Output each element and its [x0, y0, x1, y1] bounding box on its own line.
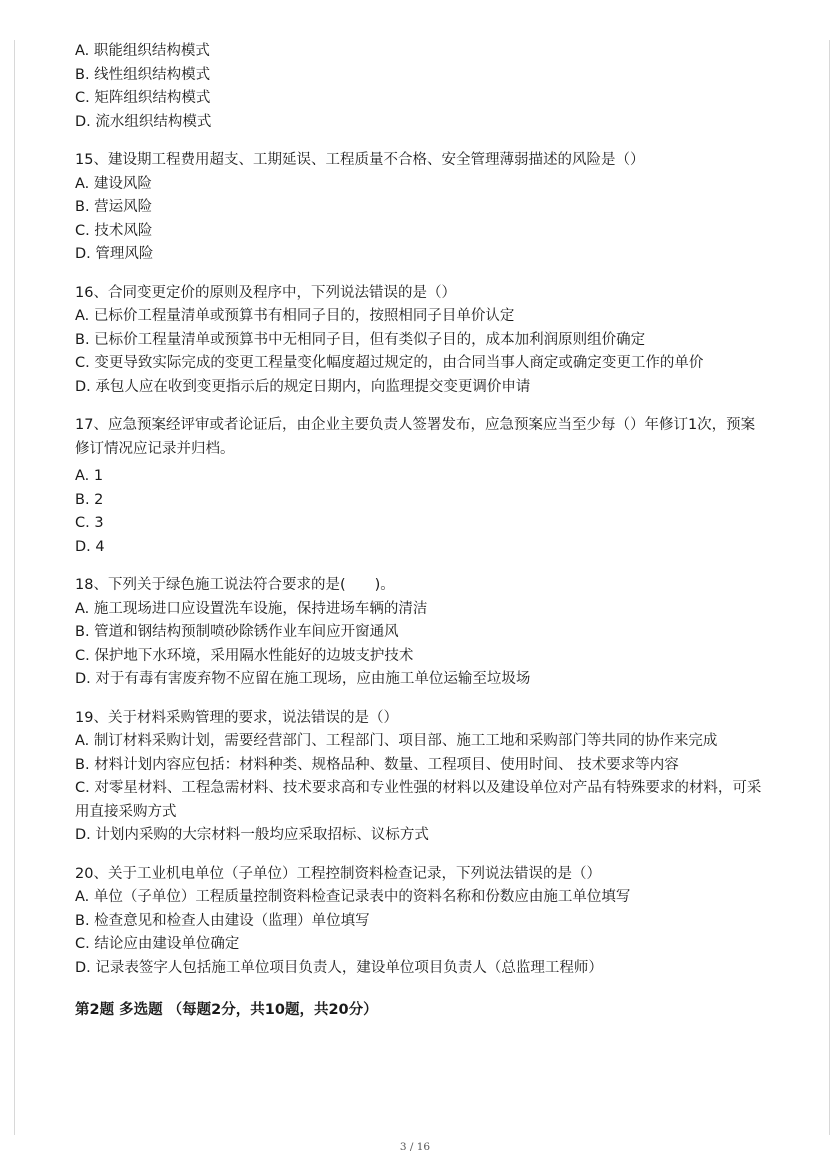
section-heading: 第2题 多选题 （每题2分，共10题，共20分） — [75, 1002, 378, 1018]
option-a: A. 建设风险 — [75, 175, 152, 192]
option-a: A. 施工现场进口应设置洗车设施，保持进场车辆的清洁 — [75, 600, 428, 617]
option-d: D. 4 — [75, 538, 105, 555]
option-c: C. 变更导致实际完成的变更工程量变化幅度超过规定的，由合同当事人商定或确定变更工作的单价 — [75, 355, 704, 371]
option-c: C. 技术风险 — [75, 222, 153, 239]
option-b: B. 线性组织结构模式 — [75, 66, 211, 83]
option-a: A. 制订材料采购计划，需要经营部门、工程部门、项目部、施工工地和采购部门等共同的协作来完成 — [75, 733, 718, 749]
option-d: D. 管理风险 — [75, 246, 154, 262]
question-16 — [75, 282, 765, 400]
option-a: A. 职能组织结构模式 — [75, 43, 210, 59]
option-d: D. 流水组织结构模式 — [75, 113, 212, 130]
question-stem: 16、合同变更定价的原则及程序中，下列说法错误的是（） — [75, 284, 456, 301]
option-d: D. 记录表签字人包括施工单位项目负责人，建设单位项目负责人（总监理工程师） — [75, 959, 603, 976]
page-number: 3 / 16 — [399, 1141, 431, 1153]
option-c: C. 结论应由建设单位确定 — [75, 936, 240, 952]
option-d: D. 计划内采购的大宗材料一般均应采取招标、议标方式 — [75, 827, 429, 843]
option-d: D. 对于有毒有害废弃物不应留在施工现场，应由施工单位运输至垃圾场 — [75, 671, 531, 687]
option-b: B. 2 — [75, 491, 104, 508]
question-17 — [75, 414, 765, 559]
question-19 — [75, 707, 765, 848]
option-c: C. 3 — [75, 515, 104, 531]
option-b: B. 检查意见和检查人由建设（监理）单位填写 — [75, 912, 370, 929]
option-c: C. 保护地下水环境，采用隔水性能好的边坡支护技术 — [75, 647, 414, 664]
question-stem: 15、建设期工程费用超支、工期延误、工程质量不合格、安全管理薄弱描述的风险是（） — [75, 152, 645, 168]
question-stem: 17、应急预案经评审或者论证后，由企业主要负责人签署发布，应急预案应当至少每（）年修订1次，预案修订情况应记录并归档。 — [75, 417, 756, 457]
option-c: C. 对零星材料、工程急需材料、技术要求高和专业性强的材料以及建设单位对产品有特殊要求的材料，可采用直接采购方式 — [75, 780, 762, 820]
question-stem: 19、关于材料采购管理的要求，说法错误的是（） — [75, 709, 398, 726]
option-b: B. 材料计划内容应包括：材料种类、规格品种、数量、工程项目、使用时间、 技术要求等内容 — [75, 756, 679, 773]
option-d: D. 承包人应在收到变更指示后的规定日期内，向监理提交变更调价申请 — [75, 378, 531, 395]
option-list — [75, 40, 765, 134]
question-stem: 18、下列关于绿色施工说法符合要求的是( )。 — [75, 577, 395, 593]
question-stem: 20、关于工业机电单位（子单位）工程控制资料检查记录，下列说法错误的是（） — [75, 865, 601, 882]
question-20 — [75, 863, 765, 981]
option-b: B. 营运风险 — [75, 199, 153, 215]
option-a: A. 1 — [75, 468, 104, 484]
exam-content — [75, 40, 765, 1023]
question-15 — [75, 149, 765, 267]
option-b: B. 已标价工程量清单或预算书中无相同子目，但有类似子目的，成本加利润原则组价确定 — [75, 331, 646, 348]
page-left-edge — [14, 40, 15, 1135]
question-18 — [75, 574, 765, 692]
option-a: A. 单位（子单位）工程质量控制资料检查记录表中的资料名称和份数应由施工单位填写 — [75, 889, 631, 905]
option-b: B. 管道和钢结构预制喷砂除锈作业车间应开窗通风 — [75, 624, 399, 640]
option-c: C. 矩阵组织结构模式 — [75, 90, 211, 106]
option-a: A. 已标价工程量清单或预算书有相同子目的，按照相同子目单价认定 — [75, 308, 515, 324]
